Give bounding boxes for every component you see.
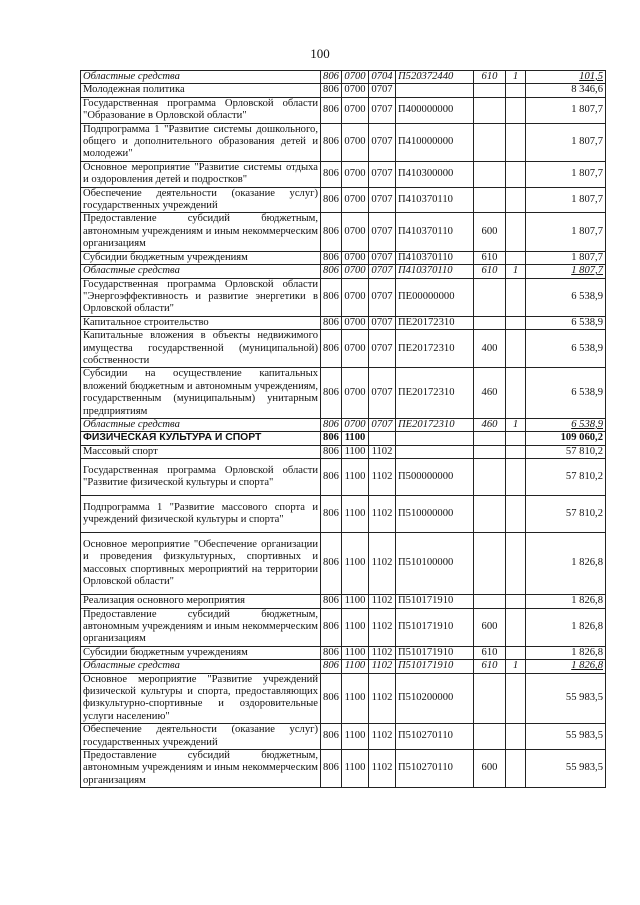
target-article-code-cell: ПЕ20172310 <box>396 330 474 368</box>
section-code-cell: 0700 <box>342 418 369 431</box>
funding-source-code-cell <box>506 84 526 97</box>
target-article-code-cell: П410370110 <box>396 213 474 251</box>
budget-item-name-cell: Основное мероприятие "Развитие учреждений физической культуры и спорта, предоставляющих физкультурно-спортивные и оздоровительные услуги населению" <box>81 673 321 724</box>
expense-type-code-cell <box>474 445 506 458</box>
budget-item-name-cell: Областные средства <box>81 265 321 278</box>
table-row <box>81 278 606 316</box>
target-article-code-cell: ПЕ20172310 <box>396 316 474 329</box>
subsection-code-cell: 1102 <box>369 660 396 673</box>
budget-item-name-cell: Государственная программа Орловской области "Образование в Орловской области" <box>81 97 321 123</box>
subsection-code-cell: 1102 <box>369 750 396 788</box>
ministry-code-cell: 806 <box>321 724 342 750</box>
ministry-code-cell: 806 <box>321 265 342 278</box>
funding-source-code-cell <box>506 595 526 608</box>
amount-cell: 1 807,7 <box>526 161 606 187</box>
amount-cell: 1 826,8 <box>526 608 606 646</box>
ministry-code-cell: 806 <box>321 673 342 724</box>
budget-table-body <box>81 71 606 788</box>
funding-source-code-cell <box>506 368 526 419</box>
section-code-cell: 0700 <box>342 187 369 213</box>
subsection-code-cell: 0707 <box>369 187 396 213</box>
subsection-code-cell: 1102 <box>369 646 396 659</box>
section-code-cell: 1100 <box>342 533 369 595</box>
funding-source-code-cell <box>506 724 526 750</box>
table-row <box>81 213 606 251</box>
amount-cell: 1 807,7 <box>526 97 606 123</box>
budget-item-name-cell: Обеспечение деятельности (оказание услуг) государственных учреждений <box>81 187 321 213</box>
ministry-code-cell: 806 <box>321 750 342 788</box>
subsection-code-cell: 1102 <box>369 533 396 595</box>
target-article-code-cell: П410370110 <box>396 251 474 264</box>
funding-source-code-cell: 1 <box>506 418 526 431</box>
expense-type-code-cell: 460 <box>474 418 506 431</box>
budget-item-name-cell: Государственная программа Орловской области "Развитие физической культуры и спорта" <box>81 459 321 496</box>
target-article-code-cell: П510171910 <box>396 595 474 608</box>
amount-cell: 1 826,8 <box>526 660 606 673</box>
subsection-code-cell: 0707 <box>369 368 396 419</box>
table-row <box>81 533 606 595</box>
budget-item-name-cell: Массовый спорт <box>81 445 321 458</box>
target-article-code-cell <box>396 84 474 97</box>
budget-item-name-cell: Капитальное строительство <box>81 316 321 329</box>
budget-item-name-cell: Государственная программа Орловской области "Энергоэффективность и развитие энергетики в Орловской области" <box>81 278 321 316</box>
budget-item-name-cell: Областные средства <box>81 660 321 673</box>
section-code-cell: 0700 <box>342 330 369 368</box>
subsection-code-cell: 0707 <box>369 251 396 264</box>
amount-cell: 1 826,8 <box>526 595 606 608</box>
amount-cell: 1 807,7 <box>526 251 606 264</box>
table-row <box>81 646 606 659</box>
budget-item-name-cell: Областные средства <box>81 71 321 84</box>
table-row <box>81 724 606 750</box>
expense-type-code-cell <box>474 724 506 750</box>
table-row <box>81 432 606 445</box>
target-article-code-cell: ПЕ20172310 <box>396 418 474 431</box>
expense-type-code-cell <box>474 97 506 123</box>
table-row <box>81 123 606 161</box>
section-code-cell: 0700 <box>342 316 369 329</box>
section-code-cell: 1100 <box>342 724 369 750</box>
table-row <box>81 418 606 431</box>
funding-source-code-cell: 1 <box>506 660 526 673</box>
amount-cell: 6 538,9 <box>526 278 606 316</box>
amount-cell: 101,5 <box>526 71 606 84</box>
amount-cell: 55 983,5 <box>526 750 606 788</box>
target-article-code-cell: П510200000 <box>396 673 474 724</box>
ministry-code-cell: 806 <box>321 278 342 316</box>
budget-item-name-cell: Подпрограмма 1 "Развитие системы дошкольного, общего и дополнительного образования детей и молодежи" <box>81 123 321 161</box>
section-code-cell: 1100 <box>342 660 369 673</box>
budget-item-name-cell: Субсидии бюджетным учреждениям <box>81 646 321 659</box>
target-article-code-cell: П510171910 <box>396 608 474 646</box>
section-code-cell: 1100 <box>342 673 369 724</box>
ministry-code-cell: 806 <box>321 496 342 533</box>
expense-type-code-cell: 400 <box>474 330 506 368</box>
ministry-code-cell: 806 <box>321 161 342 187</box>
subsection-code-cell: 0707 <box>369 161 396 187</box>
amount-cell: 1 807,7 <box>526 123 606 161</box>
amount-cell: 6 538,9 <box>526 316 606 329</box>
table-row <box>81 71 606 84</box>
target-article-code-cell: П510000000 <box>396 496 474 533</box>
section-code-cell: 0700 <box>342 123 369 161</box>
amount-cell: 55 983,5 <box>526 724 606 750</box>
section-code-cell: 0700 <box>342 97 369 123</box>
ministry-code-cell: 806 <box>321 418 342 431</box>
subsection-code-cell: 1102 <box>369 608 396 646</box>
expense-type-code-cell: 610 <box>474 660 506 673</box>
target-article-code-cell: П400000000 <box>396 97 474 123</box>
subsection-code-cell: 0707 <box>369 265 396 278</box>
budget-item-name-cell: Предоставление субсидий бюджетным, автономным учреждениям и иным некоммерческим организациям <box>81 608 321 646</box>
table-row <box>81 608 606 646</box>
amount-cell: 57 810,2 <box>526 459 606 496</box>
section-code-cell: 0700 <box>342 278 369 316</box>
table-row <box>81 368 606 419</box>
amount-cell: 1 826,8 <box>526 533 606 595</box>
table-row <box>81 660 606 673</box>
section-code-cell: 0700 <box>342 265 369 278</box>
section-code-cell: 1100 <box>342 750 369 788</box>
subsection-code-cell: 1102 <box>369 595 396 608</box>
target-article-code-cell: П510100000 <box>396 533 474 595</box>
expense-type-code-cell <box>474 161 506 187</box>
budget-item-name-cell: ФИЗИЧЕСКАЯ КУЛЬТУРА И СПОРТ <box>81 432 321 445</box>
section-code-cell: 0700 <box>342 368 369 419</box>
subsection-code-cell: 1102 <box>369 445 396 458</box>
target-article-code-cell: П410000000 <box>396 123 474 161</box>
funding-source-code-cell <box>506 278 526 316</box>
budget-item-name-cell: Подпрограмма 1 "Развитие массового спорта и учреждений физической культуры и спорта" <box>81 496 321 533</box>
subsection-code-cell <box>369 432 396 445</box>
target-article-code-cell <box>396 445 474 458</box>
funding-source-code-cell <box>506 123 526 161</box>
ministry-code-cell: 806 <box>321 330 342 368</box>
amount-cell: 57 810,2 <box>526 445 606 458</box>
amount-cell: 55 983,5 <box>526 673 606 724</box>
budget-item-name-cell: Предоставление субсидий бюджетным, автономным учреждениям и иным некоммерческим организациям <box>81 750 321 788</box>
expense-type-code-cell <box>474 187 506 213</box>
ministry-code-cell: 806 <box>321 123 342 161</box>
expense-type-code-cell: 610 <box>474 265 506 278</box>
expense-type-code-cell <box>474 533 506 595</box>
ministry-code-cell: 806 <box>321 368 342 419</box>
budget-item-name-cell: Реализация основного мероприятия <box>81 595 321 608</box>
table-row <box>81 265 606 278</box>
amount-cell: 6 538,9 <box>526 330 606 368</box>
subsection-code-cell: 1102 <box>369 673 396 724</box>
ministry-code-cell: 806 <box>321 97 342 123</box>
expense-type-code-cell <box>474 316 506 329</box>
section-code-cell: 1100 <box>342 608 369 646</box>
page-number: 100 <box>310 46 330 61</box>
amount-cell: 1 807,7 <box>526 265 606 278</box>
section-code-cell: 0700 <box>342 213 369 251</box>
section-code-cell: 0700 <box>342 71 369 84</box>
table-row <box>81 316 606 329</box>
section-code-cell: 0700 <box>342 251 369 264</box>
budget-item-name-cell: Основное мероприятие "Обеспечение организации и проведения физкультурных, спортивных и массовых спортивных мероприятий на территории Орловской области" <box>81 533 321 595</box>
budget-item-name-cell: Субсидии бюджетным учреждениям <box>81 251 321 264</box>
target-article-code-cell: П520372440 <box>396 71 474 84</box>
target-article-code-cell <box>396 432 474 445</box>
subsection-code-cell: 0707 <box>369 316 396 329</box>
funding-source-code-cell <box>506 316 526 329</box>
target-article-code-cell: ПЕ20172310 <box>396 368 474 419</box>
ministry-code-cell: 806 <box>321 251 342 264</box>
expense-type-code-cell: 600 <box>474 750 506 788</box>
ministry-code-cell: 806 <box>321 533 342 595</box>
subsection-code-cell: 1102 <box>369 459 396 496</box>
funding-source-code-cell: 1 <box>506 265 526 278</box>
funding-source-code-cell <box>506 187 526 213</box>
section-code-cell: 1100 <box>342 459 369 496</box>
table-row <box>81 459 606 496</box>
funding-source-code-cell <box>506 673 526 724</box>
section-code-cell: 1100 <box>342 432 369 445</box>
budget-item-name-cell: Субсидии на осуществление капитальных вложений бюджетным и автономным учреждениям, государственным (муниципальным) унитарным предприятиям <box>81 368 321 419</box>
funding-source-code-cell: 1 <box>506 71 526 84</box>
subsection-code-cell: 0707 <box>369 84 396 97</box>
funding-source-code-cell <box>506 750 526 788</box>
target-article-code-cell: П500000000 <box>396 459 474 496</box>
subsection-code-cell: 0707 <box>369 123 396 161</box>
table-row <box>81 496 606 533</box>
subsection-code-cell: 0707 <box>369 278 396 316</box>
section-code-cell: 1100 <box>342 595 369 608</box>
funding-source-code-cell <box>506 496 526 533</box>
amount-cell: 1 826,8 <box>526 646 606 659</box>
table-row <box>81 330 606 368</box>
subsection-code-cell: 1102 <box>369 496 396 533</box>
amount-cell: 6 538,9 <box>526 418 606 431</box>
section-code-cell: 1100 <box>342 646 369 659</box>
amount-cell: 6 538,9 <box>526 368 606 419</box>
ministry-code-cell: 806 <box>321 646 342 659</box>
budget-item-name-cell: Капитальные вложения в объекты недвижимого имущества государственной (муниципальной) собственности <box>81 330 321 368</box>
budget-item-name-cell: Предоставление субсидий бюджетным, автономным учреждениям и иным некоммерческим организациям <box>81 213 321 251</box>
funding-source-code-cell <box>506 330 526 368</box>
ministry-code-cell: 806 <box>321 459 342 496</box>
section-code-cell: 1100 <box>342 445 369 458</box>
ministry-code-cell: 806 <box>321 316 342 329</box>
subsection-code-cell: 0704 <box>369 71 396 84</box>
expense-type-code-cell <box>474 595 506 608</box>
section-code-cell: 1100 <box>342 496 369 533</box>
funding-source-code-cell <box>506 432 526 445</box>
target-article-code-cell: П510270110 <box>396 724 474 750</box>
funding-source-code-cell <box>506 251 526 264</box>
amount-cell: 1 807,7 <box>526 213 606 251</box>
expense-type-code-cell: 610 <box>474 646 506 659</box>
target-article-code-cell: П510270110 <box>396 750 474 788</box>
amount-cell: 1 807,7 <box>526 187 606 213</box>
ministry-code-cell: 806 <box>321 445 342 458</box>
section-code-cell: 0700 <box>342 84 369 97</box>
funding-source-code-cell <box>506 97 526 123</box>
table-row <box>81 595 606 608</box>
subsection-code-cell: 0707 <box>369 97 396 123</box>
ministry-code-cell: 806 <box>321 660 342 673</box>
expense-type-code-cell <box>474 459 506 496</box>
ministry-code-cell: 806 <box>321 595 342 608</box>
expense-type-code-cell: 610 <box>474 251 506 264</box>
expense-type-code-cell <box>474 673 506 724</box>
target-article-code-cell: П410300000 <box>396 161 474 187</box>
funding-source-code-cell <box>506 533 526 595</box>
budget-item-name-cell: Областные средства <box>81 418 321 431</box>
expense-type-code-cell: 460 <box>474 368 506 419</box>
funding-source-code-cell <box>506 646 526 659</box>
target-article-code-cell: П510171910 <box>396 646 474 659</box>
subsection-code-cell: 1102 <box>369 724 396 750</box>
subsection-code-cell: 0707 <box>369 418 396 431</box>
target-article-code-cell: П510171910 <box>396 660 474 673</box>
ministry-code-cell: 806 <box>321 71 342 84</box>
budget-table <box>80 70 606 788</box>
subsection-code-cell: 0707 <box>369 213 396 251</box>
amount-cell: 109 060,2 <box>526 432 606 445</box>
expense-type-code-cell <box>474 278 506 316</box>
expense-type-code-cell: 600 <box>474 213 506 251</box>
table-row <box>81 187 606 213</box>
expense-type-code-cell <box>474 84 506 97</box>
table-row <box>81 97 606 123</box>
table-row <box>81 161 606 187</box>
expense-type-code-cell <box>474 432 506 445</box>
section-code-cell: 0700 <box>342 161 369 187</box>
table-row <box>81 84 606 97</box>
expense-type-code-cell: 600 <box>474 608 506 646</box>
expense-type-code-cell: 610 <box>474 71 506 84</box>
expense-type-code-cell <box>474 123 506 161</box>
ministry-code-cell: 806 <box>321 432 342 445</box>
budget-item-name-cell: Молодежная политика <box>81 84 321 97</box>
funding-source-code-cell <box>506 608 526 646</box>
funding-source-code-cell <box>506 445 526 458</box>
ministry-code-cell: 806 <box>321 213 342 251</box>
amount-cell: 8 346,6 <box>526 84 606 97</box>
subsection-code-cell: 0707 <box>369 330 396 368</box>
table-row <box>81 445 606 458</box>
target-article-code-cell: П410370110 <box>396 187 474 213</box>
budget-item-name-cell: Обеспечение деятельности (оказание услуг) государственных учреждений <box>81 724 321 750</box>
funding-source-code-cell <box>506 459 526 496</box>
ministry-code-cell: 806 <box>321 187 342 213</box>
amount-cell: 57 810,2 <box>526 496 606 533</box>
table-row <box>81 750 606 788</box>
funding-source-code-cell <box>506 213 526 251</box>
ministry-code-cell: 806 <box>321 84 342 97</box>
target-article-code-cell: П410370110 <box>396 265 474 278</box>
budget-item-name-cell: Основное мероприятие "Развитие системы отдыха и оздоровления детей и подростков" <box>81 161 321 187</box>
funding-source-code-cell <box>506 161 526 187</box>
target-article-code-cell: ПЕ00000000 <box>396 278 474 316</box>
expense-type-code-cell <box>474 496 506 533</box>
table-row <box>81 251 606 264</box>
table-row <box>81 673 606 724</box>
ministry-code-cell: 806 <box>321 608 342 646</box>
